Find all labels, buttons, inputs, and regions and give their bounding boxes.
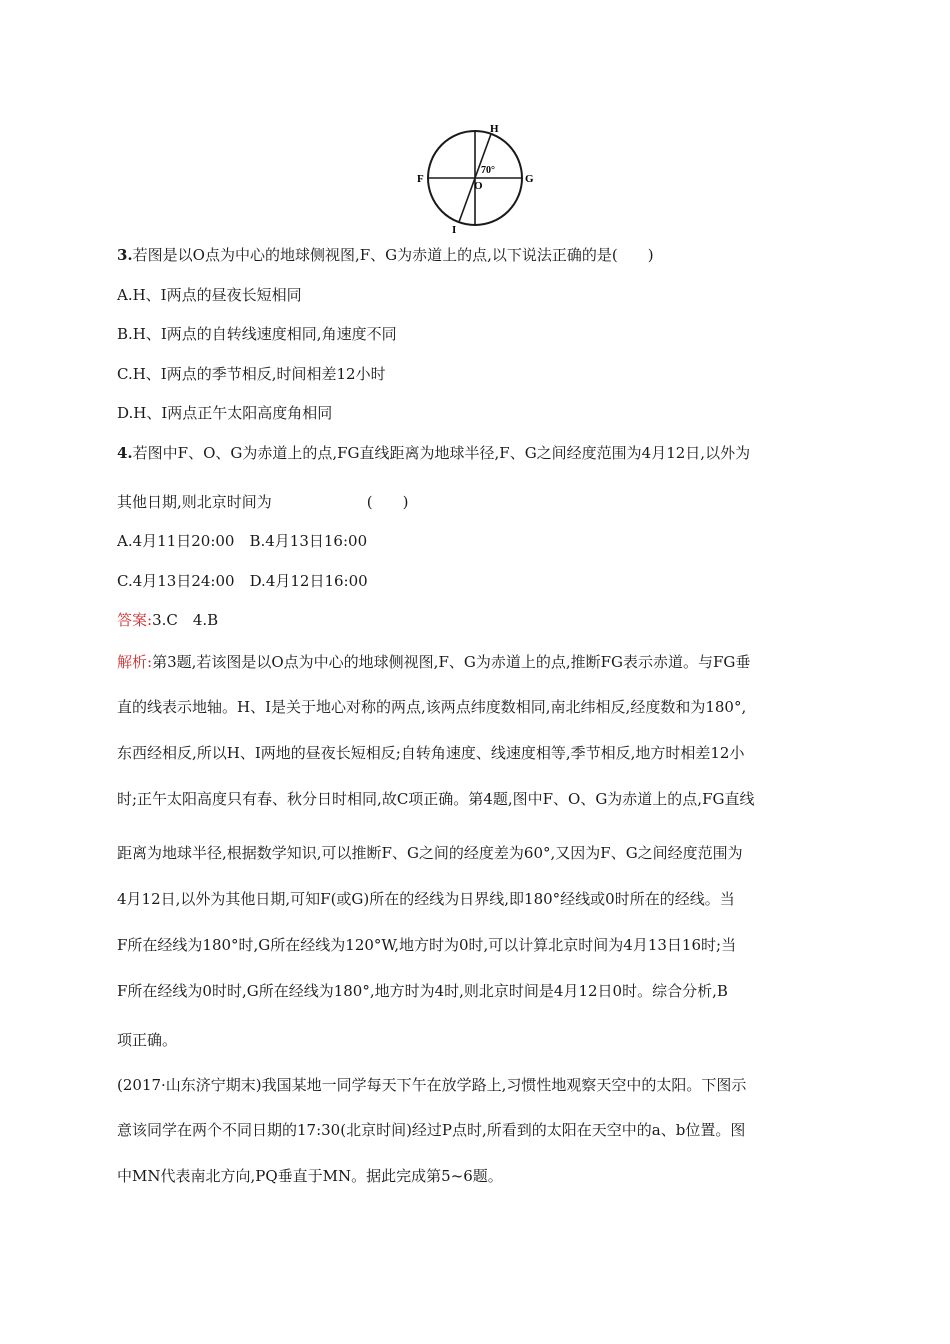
q4-answer-paren: ( )	[366, 493, 409, 511]
q4-stem-line1	[117, 443, 837, 463]
intro-line-2: 意该同学在两个不同日期的17:30(北京时间)经过P点时,所看到的太阳在天空中的a、b位置。图	[117, 1121, 746, 1139]
earth-side-view-diagram	[405, 118, 545, 236]
intro-line-3: 中MN代表南北方向,PQ垂直于MN。据此完成第5~6题。	[117, 1167, 503, 1185]
answer-line	[117, 610, 837, 630]
answer-label: 答案:	[117, 611, 153, 629]
q3-option-d: D.H、I两点正午太阳高度角相同	[117, 404, 333, 422]
q4-stem-line2	[117, 492, 837, 512]
label-f: F	[417, 173, 424, 185]
intro-line-1: (2017·山东济宁期末)我国某地一同学每天下午在放学路上,习惯性地观察天空中的太阳。下图示	[117, 1076, 747, 1094]
q4-number: 4.	[117, 444, 133, 462]
q3-option-a: A.H、I两点的昼夜长短相同	[117, 286, 302, 304]
q3-option-b: B.H、I两点的自转线速度相同,角速度不同	[117, 325, 397, 343]
q4-options-row1: A.4月11日20:00 B.4月13日16:00	[117, 532, 368, 550]
q4-stem-text-1: 若图中F、O、G为赤道上的点,FG直线距离为地球半径,F、G之间经度范围为4月12日,以外为	[132, 444, 751, 462]
analysis-text-1: 第3题,若该图是以O点为中心的地球侧视图,F、G为赤道上的点,推断FG表示赤道。与FG垂	[152, 653, 751, 671]
analysis-line-5: 距离为地球半径,根据数学知识,可以推断F、G之间的经度差为60°,又因为F、G之间经度范围为	[117, 844, 743, 862]
label-h: H	[490, 123, 499, 135]
label-o: O	[474, 180, 483, 192]
analysis-line-9: 项正确。	[117, 1031, 178, 1049]
q4-stem-text-2: 其他日期,则北京时间为	[117, 493, 272, 511]
answer-text: 3.C 4.B	[152, 611, 219, 629]
analysis-line-1	[117, 652, 837, 672]
analysis-line-8: F所在经线为0时时,G所在经线为180°,地方时为4时,则北京时间是4月12日0时。综合分析,B	[117, 982, 728, 1000]
analysis-line-7: F所在经线为180°时,G所在经线为120°W,地方时为0时,可以计算北京时间为4月13日16时;当	[117, 936, 737, 954]
label-i: I	[452, 224, 457, 236]
q3-stem	[117, 245, 837, 265]
analysis-line-3: 东西经相反,所以H、I两地的昼夜长短相反;自转角速度、线速度相等,季节相反,地方时相差12小	[117, 744, 745, 762]
q3-number: 3.	[117, 246, 133, 264]
label-g: G	[525, 173, 534, 185]
analysis-line-4: 时;正午太阳高度只有春、秋分日时相同,故C项正确。第4题,图中F、O、G为赤道上的点,FG直线	[117, 790, 755, 808]
analysis-line-2: 直的线表示地轴。H、I是关于地心对称的两点,该两点纬度数相同,南北纬相反,经度数和为180°,	[117, 698, 747, 716]
q3-option-c: C.H、I两点的季节相反,时间相差12小时	[117, 365, 386, 383]
analysis-line-6: 4月12日,以外为其他日期,可知F(或G)所在的经线为日界线,即180°经线或0时所在的经线。当	[117, 890, 735, 908]
q3-stem-text: 若图是以O点为中心的地球侧视图,F、G为赤道上的点,以下说法正确的是( )	[132, 246, 654, 264]
analysis-label: 解析:	[117, 653, 153, 671]
q4-options-row2: C.4月13日24:00 D.4月12日16:00	[117, 572, 368, 590]
earth-diagram-svg	[405, 118, 545, 236]
label-angle: 70°	[481, 165, 495, 176]
